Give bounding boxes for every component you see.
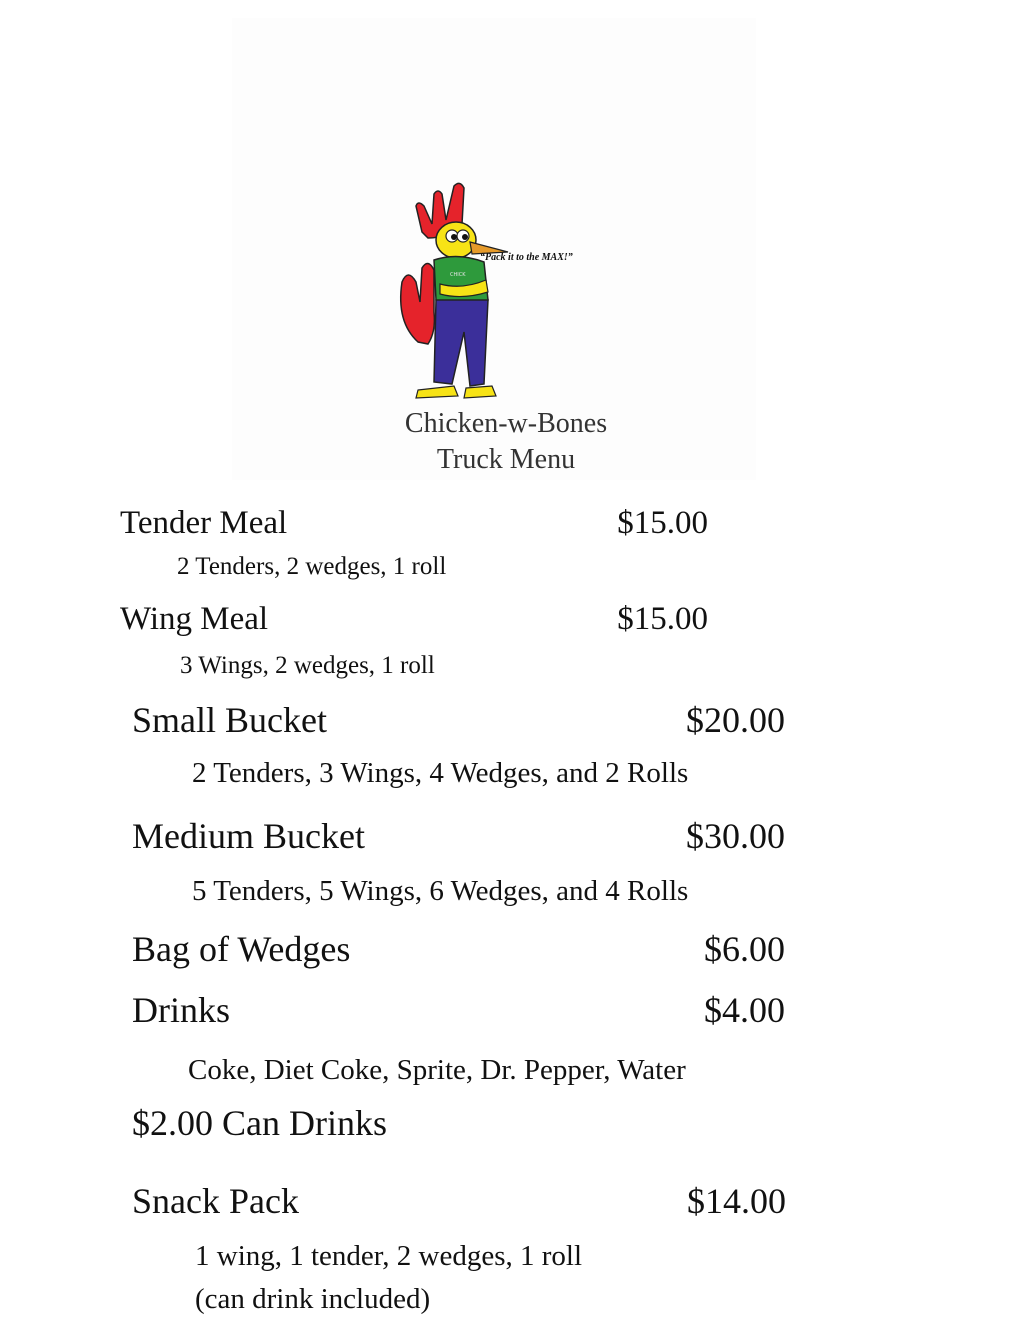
menu-item-name: Drinks: [132, 990, 230, 1030]
menu-item-desc: Coke, Diet Coke, Sprite, Dr. Pepper, Water: [188, 1054, 686, 1086]
menu-item-name: Wing Meal: [120, 601, 269, 637]
menu-item-desc: 5 Tenders, 5 Wings, 6 Wedges, and 4 Rolls: [192, 875, 689, 907]
menu-item-name: Medium Bucket: [132, 816, 365, 856]
rooster-mascot-logo: [388, 172, 628, 412]
menu-item-desc-note: (can drink included): [195, 1283, 431, 1315]
tail-feathers: [401, 263, 435, 344]
menu-item-name: $2.00 Can Drinks: [132, 1103, 387, 1143]
brand-name: Chicken-w-Bones: [404, 408, 608, 439]
menu-item-price: $20.00: [686, 700, 785, 740]
menu-item-price: $30.00: [686, 816, 785, 856]
menu-item-name: Tender Meal: [120, 505, 288, 541]
menu-item-desc: 2 Tenders, 3 Wings, 4 Wedges, and 2 Rolls: [192, 757, 689, 789]
menu-item-price: $4.00: [704, 990, 785, 1030]
menu-item-price: $6.00: [704, 929, 785, 969]
menu-item-price: $14.00: [687, 1181, 786, 1221]
menu-item-price: $15.00: [617, 601, 708, 637]
menu-item-desc: 2 Tenders, 2 wedges, 1 roll: [177, 553, 447, 580]
pants: [434, 300, 488, 386]
svg-text:CHICK: CHICK: [450, 272, 466, 278]
menu-item-price: $15.00: [617, 505, 708, 541]
logo-tagline: “Pack it to the MAX!”: [480, 252, 573, 263]
menu-item-name: Snack Pack: [132, 1181, 299, 1221]
feet: [416, 386, 458, 398]
menu-item-name: Bag of Wedges: [132, 929, 351, 969]
menu-item-desc: 3 Wings, 2 wedges, 1 roll: [180, 652, 435, 679]
menu-item-name: Small Bucket: [132, 700, 327, 740]
menu-item-desc: 1 wing, 1 tender, 2 wedges, 1 roll: [195, 1240, 583, 1272]
menu-subtitle: Truck Menu: [436, 444, 576, 475]
